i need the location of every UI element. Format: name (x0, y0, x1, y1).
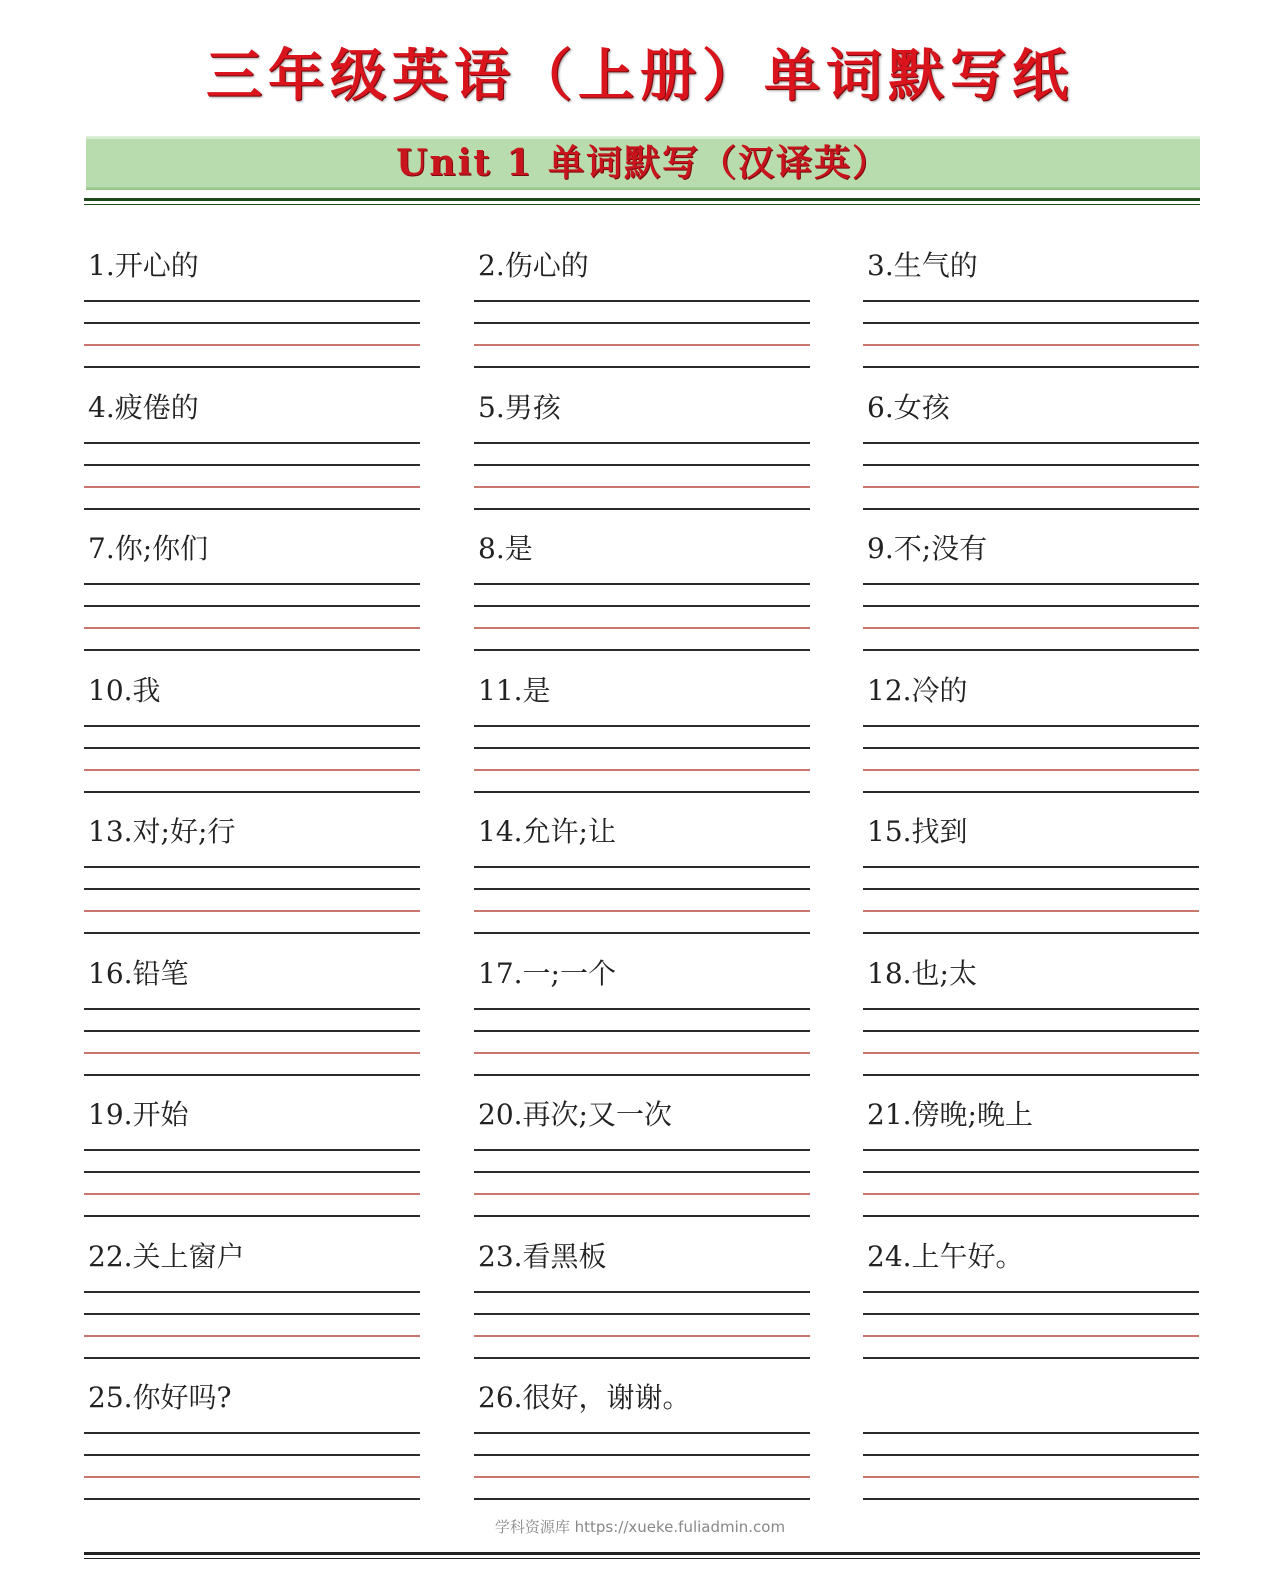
page-title: 三年级英语（上册）单词默写纸 (206, 43, 1074, 109)
word-item (474, 513, 810, 655)
writing-guide-line (474, 910, 810, 912)
writing-guide-line (84, 1313, 420, 1315)
word-prompt: 7.你;你们 (88, 532, 209, 565)
word-item (863, 1362, 1199, 1504)
writing-guide-line (84, 791, 420, 793)
writing-guide-line (863, 1357, 1199, 1359)
word-prompt: 16.铅笔 (88, 956, 189, 990)
writing-guide-line (863, 1149, 1199, 1151)
writing-guide-line (863, 464, 1199, 466)
writing-guide-line (84, 1149, 420, 1151)
writing-guide-line (863, 1171, 1199, 1173)
word-prompt: 18.也;太 (867, 956, 977, 990)
writing-guide-line (863, 769, 1199, 771)
word-item (863, 1221, 1199, 1363)
writing-guide-line (84, 1335, 420, 1337)
word-item (474, 938, 810, 1080)
writing-guide-line (863, 322, 1199, 324)
word-item (84, 1362, 420, 1504)
word-prompt: 5.男孩 (478, 390, 561, 424)
word-prompt: 17.一;一个 (478, 956, 616, 990)
word-item (474, 1079, 810, 1221)
writing-guide-line (474, 1454, 810, 1456)
word-prompt: 13.对;好;行 (88, 815, 236, 848)
writing-guide-line (84, 1074, 420, 1076)
writing-guide-line (84, 1008, 420, 1010)
writing-guide-line (84, 322, 420, 324)
writing-guide-line (474, 888, 810, 890)
writing-guide-line (863, 486, 1199, 488)
writing-guide-line (474, 344, 810, 346)
word-item (863, 796, 1199, 938)
writing-guide-line (474, 769, 810, 771)
word-item (863, 372, 1199, 514)
writing-guide-line (84, 486, 420, 488)
writing-guide-line (84, 1030, 420, 1032)
writing-guide-line (863, 649, 1199, 651)
writing-guide-line (863, 1193, 1199, 1195)
writing-guide-line (863, 1008, 1199, 1010)
word-prompt: 9.不;没有 (867, 532, 988, 565)
writing-guide-line (474, 1149, 810, 1151)
writing-guide-line (474, 866, 810, 868)
writing-guide-line (474, 486, 810, 488)
writing-guide-line (863, 300, 1199, 302)
writing-guide-line (474, 649, 810, 651)
word-prompt: 24.上午好。 (867, 1239, 1024, 1273)
top-divider (84, 198, 1200, 205)
writing-guide-line (474, 1476, 810, 1478)
word-prompt: 11.是 (478, 673, 551, 707)
bottom-divider (84, 1552, 1200, 1559)
writing-guide-line (474, 1074, 810, 1076)
word-prompt: 6.女孩 (867, 390, 950, 424)
writing-guide-line (863, 366, 1199, 368)
word-item (474, 1362, 810, 1504)
writing-guide-line (84, 1215, 420, 1217)
writing-guide-line (863, 1432, 1199, 1434)
writing-guide-line (863, 627, 1199, 629)
word-prompt: 20.再次;又一次 (478, 1098, 672, 1131)
writing-guide-line (863, 1476, 1199, 1478)
writing-guide-line (84, 866, 420, 868)
word-item (474, 1221, 810, 1363)
writing-guide-line (474, 791, 810, 793)
word-prompt: 12.冷的 (867, 673, 968, 707)
writing-guide-line (474, 1498, 810, 1500)
word-item (84, 796, 420, 938)
writing-guide-line (84, 508, 420, 510)
writing-guide-line (863, 1030, 1199, 1032)
writing-guide-line (474, 1171, 810, 1173)
writing-guide-line (863, 1498, 1199, 1500)
writing-guide-line (474, 1291, 810, 1293)
writing-guide-line (863, 1291, 1199, 1293)
writing-guide-line (863, 583, 1199, 585)
word-item (863, 655, 1199, 797)
word-prompt: 26.很好，谢谢。 (478, 1381, 691, 1414)
writing-guide-line (84, 1291, 420, 1293)
word-prompt: 21.傍晚;晚上 (867, 1098, 1033, 1131)
writing-guide-line (84, 725, 420, 727)
word-prompt: 19.开始 (88, 1098, 189, 1131)
word-prompt: 10.我 (88, 673, 161, 707)
word-item (863, 1079, 1199, 1221)
writing-guide-line (863, 910, 1199, 912)
writing-guide-line (474, 1030, 810, 1032)
word-item (84, 513, 420, 655)
word-item (474, 655, 810, 797)
writing-guide-line (84, 1357, 420, 1359)
writing-guide-line (863, 888, 1199, 890)
writing-guide-line (474, 464, 810, 466)
writing-guide-line (474, 932, 810, 934)
writing-guide-line (863, 747, 1199, 749)
word-prompt: 3.生气的 (867, 249, 978, 282)
writing-guide-line (474, 366, 810, 368)
writing-guide-line (474, 605, 810, 607)
word-item (84, 655, 420, 797)
writing-guide-line (474, 1008, 810, 1010)
writing-guide-line (84, 747, 420, 749)
writing-guide-line (863, 866, 1199, 868)
word-prompt: 1.开心的 (88, 249, 199, 282)
word-item (474, 230, 810, 372)
writing-guide-line (474, 725, 810, 727)
word-item (474, 372, 810, 514)
writing-guide-line (84, 627, 420, 629)
writing-guide-line (84, 1454, 420, 1456)
writing-guide-line (474, 322, 810, 324)
word-item (84, 1221, 420, 1363)
word-item (84, 372, 420, 514)
word-item (863, 938, 1199, 1080)
writing-guide-line (863, 442, 1199, 444)
writing-guide-line (84, 1476, 420, 1478)
word-prompt: 25.你好吗? (88, 1381, 232, 1414)
writing-guide-line (474, 1357, 810, 1359)
writing-guide-line (84, 583, 420, 585)
word-item (84, 230, 420, 372)
writing-guide-line (863, 605, 1199, 607)
writing-guide-line (474, 747, 810, 749)
writing-guide-line (474, 508, 810, 510)
word-item (84, 1079, 420, 1221)
writing-guide-line (863, 1335, 1199, 1337)
writing-guide-line (863, 1074, 1199, 1076)
writing-guide-line (84, 1432, 420, 1434)
writing-guide-line (863, 344, 1199, 346)
writing-guide-line (84, 442, 420, 444)
word-item (863, 230, 1199, 372)
writing-guide-line (863, 1454, 1199, 1456)
unit-banner-text: Unit 1 单词默写（汉译英） (396, 142, 890, 184)
writing-guide-line (84, 888, 420, 890)
writing-guide-line (863, 508, 1199, 510)
writing-guide-line (474, 1052, 810, 1054)
word-item (84, 938, 420, 1080)
writing-guide-line (474, 583, 810, 585)
word-prompt: 4.疲倦的 (88, 390, 199, 424)
writing-guide-line (474, 627, 810, 629)
writing-guide-line (474, 1335, 810, 1337)
writing-guide-line (84, 1193, 420, 1195)
writing-guide-line (863, 725, 1199, 727)
writing-guide-line (84, 344, 420, 346)
writing-guide-line (84, 1171, 420, 1173)
word-item (863, 513, 1199, 655)
word-prompt: 15.找到 (867, 815, 968, 848)
writing-guide-line (84, 910, 420, 912)
writing-guide-line (863, 932, 1199, 934)
watermark: 学科资源库 https://xueke.fuliadmin.com (494, 1518, 786, 1536)
writing-guide-line (84, 649, 420, 651)
writing-guide-line (474, 442, 810, 444)
word-prompt: 2.伤心的 (478, 249, 589, 282)
word-item (474, 796, 810, 938)
word-prompt: 22.关上窗户 (88, 1239, 245, 1273)
unit-banner (86, 136, 1200, 190)
writing-guide-line (863, 1313, 1199, 1315)
word-prompt: 23.看黑板 (478, 1239, 607, 1273)
writing-guide-line (84, 1052, 420, 1054)
writing-guide-line (84, 366, 420, 368)
writing-guide-line (474, 1432, 810, 1434)
writing-guide-line (84, 769, 420, 771)
writing-guide-line (863, 1052, 1199, 1054)
writing-guide-line (474, 300, 810, 302)
word-prompt: 8.是 (478, 532, 533, 565)
writing-guide-line (84, 605, 420, 607)
word-prompt: 14.允许;让 (478, 815, 616, 848)
writing-guide-line (84, 300, 420, 302)
writing-guide-line (863, 1215, 1199, 1217)
writing-guide-line (84, 932, 420, 934)
writing-guide-line (84, 464, 420, 466)
writing-guide-line (863, 791, 1199, 793)
writing-guide-line (84, 1498, 420, 1500)
writing-guide-line (474, 1313, 810, 1315)
writing-guide-line (474, 1193, 810, 1195)
writing-guide-line (474, 1215, 810, 1217)
